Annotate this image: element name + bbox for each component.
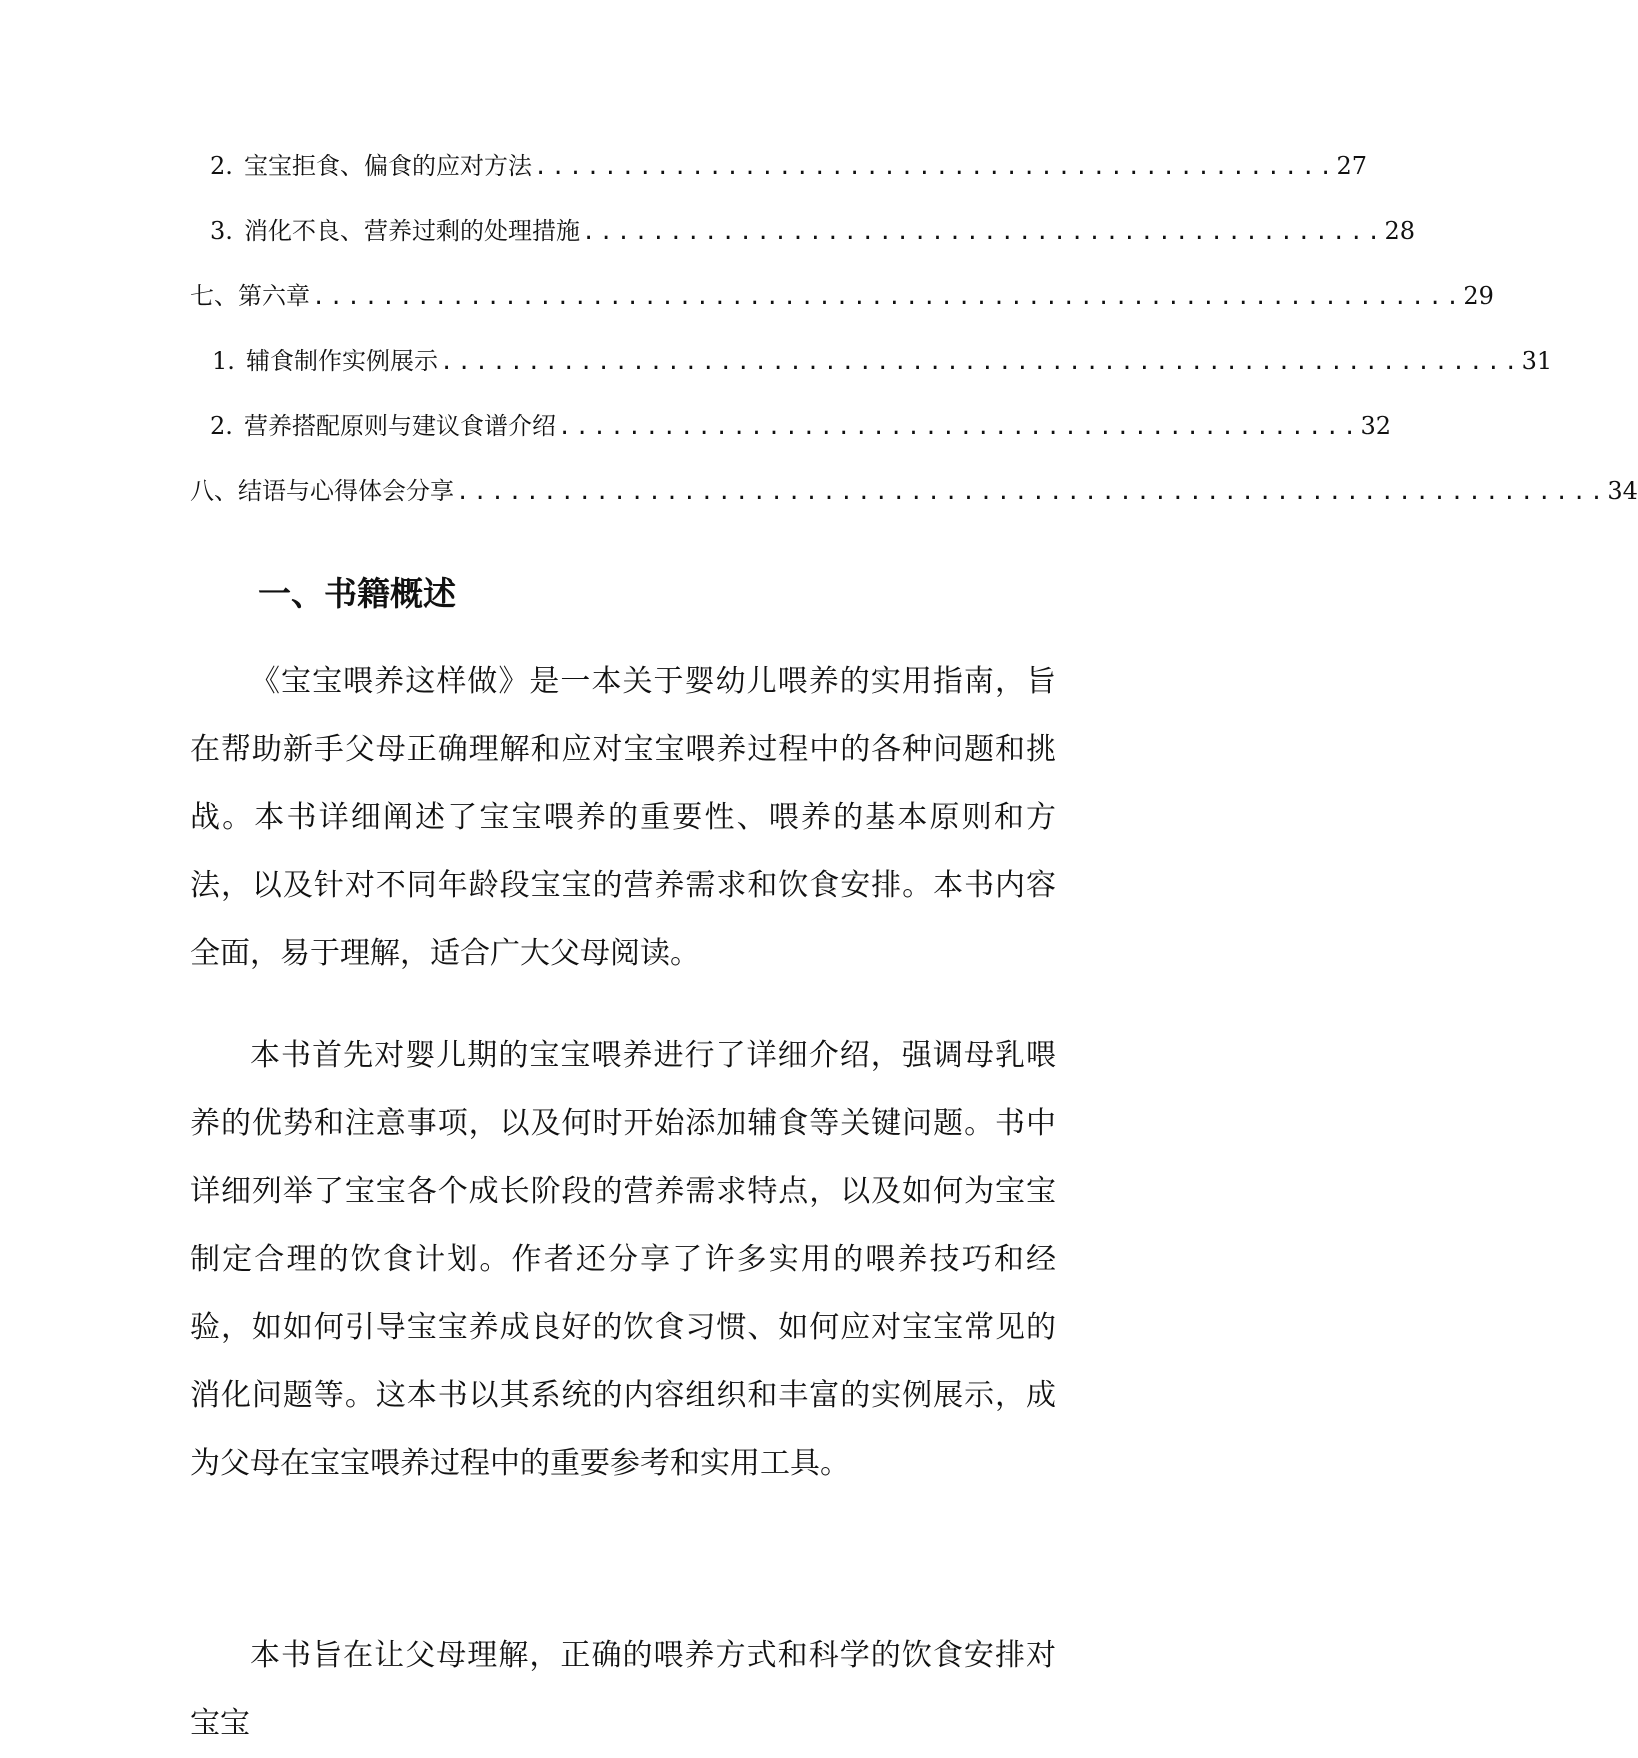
toc-entry-page: 28 [1384,217,1416,245]
toc-leader-dots: .............................................. [558,415,1361,440]
toc-entry-number: 1. [212,347,235,375]
toc-entry-number: 2. [210,412,233,440]
toc-entry[interactable] [210,410,1392,444]
body-paragraph: 本书首先对婴儿期的宝宝喂养进行了详细介绍，强调母乳喂养的优势和注意事项，以及何时开始添加辅食等关键问题。书中详细列举了宝宝各个成长阶段的营养需求特点，以及如何为宝宝制定合理的饮食计划。作者还分享了许多实用的喂养技巧和经验，如如何引导宝宝养成良好的饮食习惯、如何应对宝宝常见的消化问题等。这本书以其系统的内容组织和丰富的实例展示，成为父母在宝宝喂养过程中的重要参考和实用工具。 [190,1038,1056,1481]
toc-leader-dots: .............................................................. [440,350,1522,375]
toc-entry[interactable] [190,475,1638,509]
toc-entry-page: 34 [1607,477,1638,505]
toc-entry-page: 29 [1463,282,1494,310]
toc-leader-dots: .................................................................. [456,480,1608,505]
toc-entry-title: 八、结语与心得体会分享 [190,477,454,505]
toc-entry-title: 七、第六章 [190,282,310,310]
toc-entry-page: 27 [1336,152,1368,180]
toc-leader-dots: .............................................. [534,155,1337,180]
toc-entry-title: 营养搭配原则与建议食谱介绍 [244,412,556,440]
toc-entry[interactable] [210,150,1368,184]
toc-entry-page: 31 [1521,347,1553,375]
toc-entry[interactable] [190,280,1494,314]
toc-entry-title: 辅食制作实例展示 [246,347,438,375]
toc-entry[interactable] [210,215,1416,249]
toc-leader-dots: .............................................. [582,220,1385,245]
toc-entry-title: 宝宝拒食、偏食的应对方法 [244,152,532,180]
toc-entry-number: 2. [210,152,233,180]
body-paragraph: 《宝宝喂养这样做》是一本关于婴幼儿喂养的实用指南，旨在帮助新手父母正确理解和应对宝宝喂养过程中的各种问题和挑战。本书详细阐述了宝宝喂养的重要性、喂养的基本原则和方法，以及针对不同年龄段宝宝的营养需求和饮食安排。本书内容全面，易于理解，适合广大父母阅读。 [190,664,1056,971]
toc-entry-page: 32 [1360,412,1392,440]
body-paragraph: 本书旨在让父母理解，正确的喂养方式和科学的饮食安排对宝宝 [190,1638,1056,1741]
toc-entry-title: 消化不良、营养过剩的处理措施 [244,217,580,245]
section-heading: 一、书籍概述 [258,574,456,613]
toc-entry-number: 3. [210,217,233,245]
toc-entry[interactable] [212,345,1553,379]
toc-leader-dots: .................................................................. [312,285,1464,310]
